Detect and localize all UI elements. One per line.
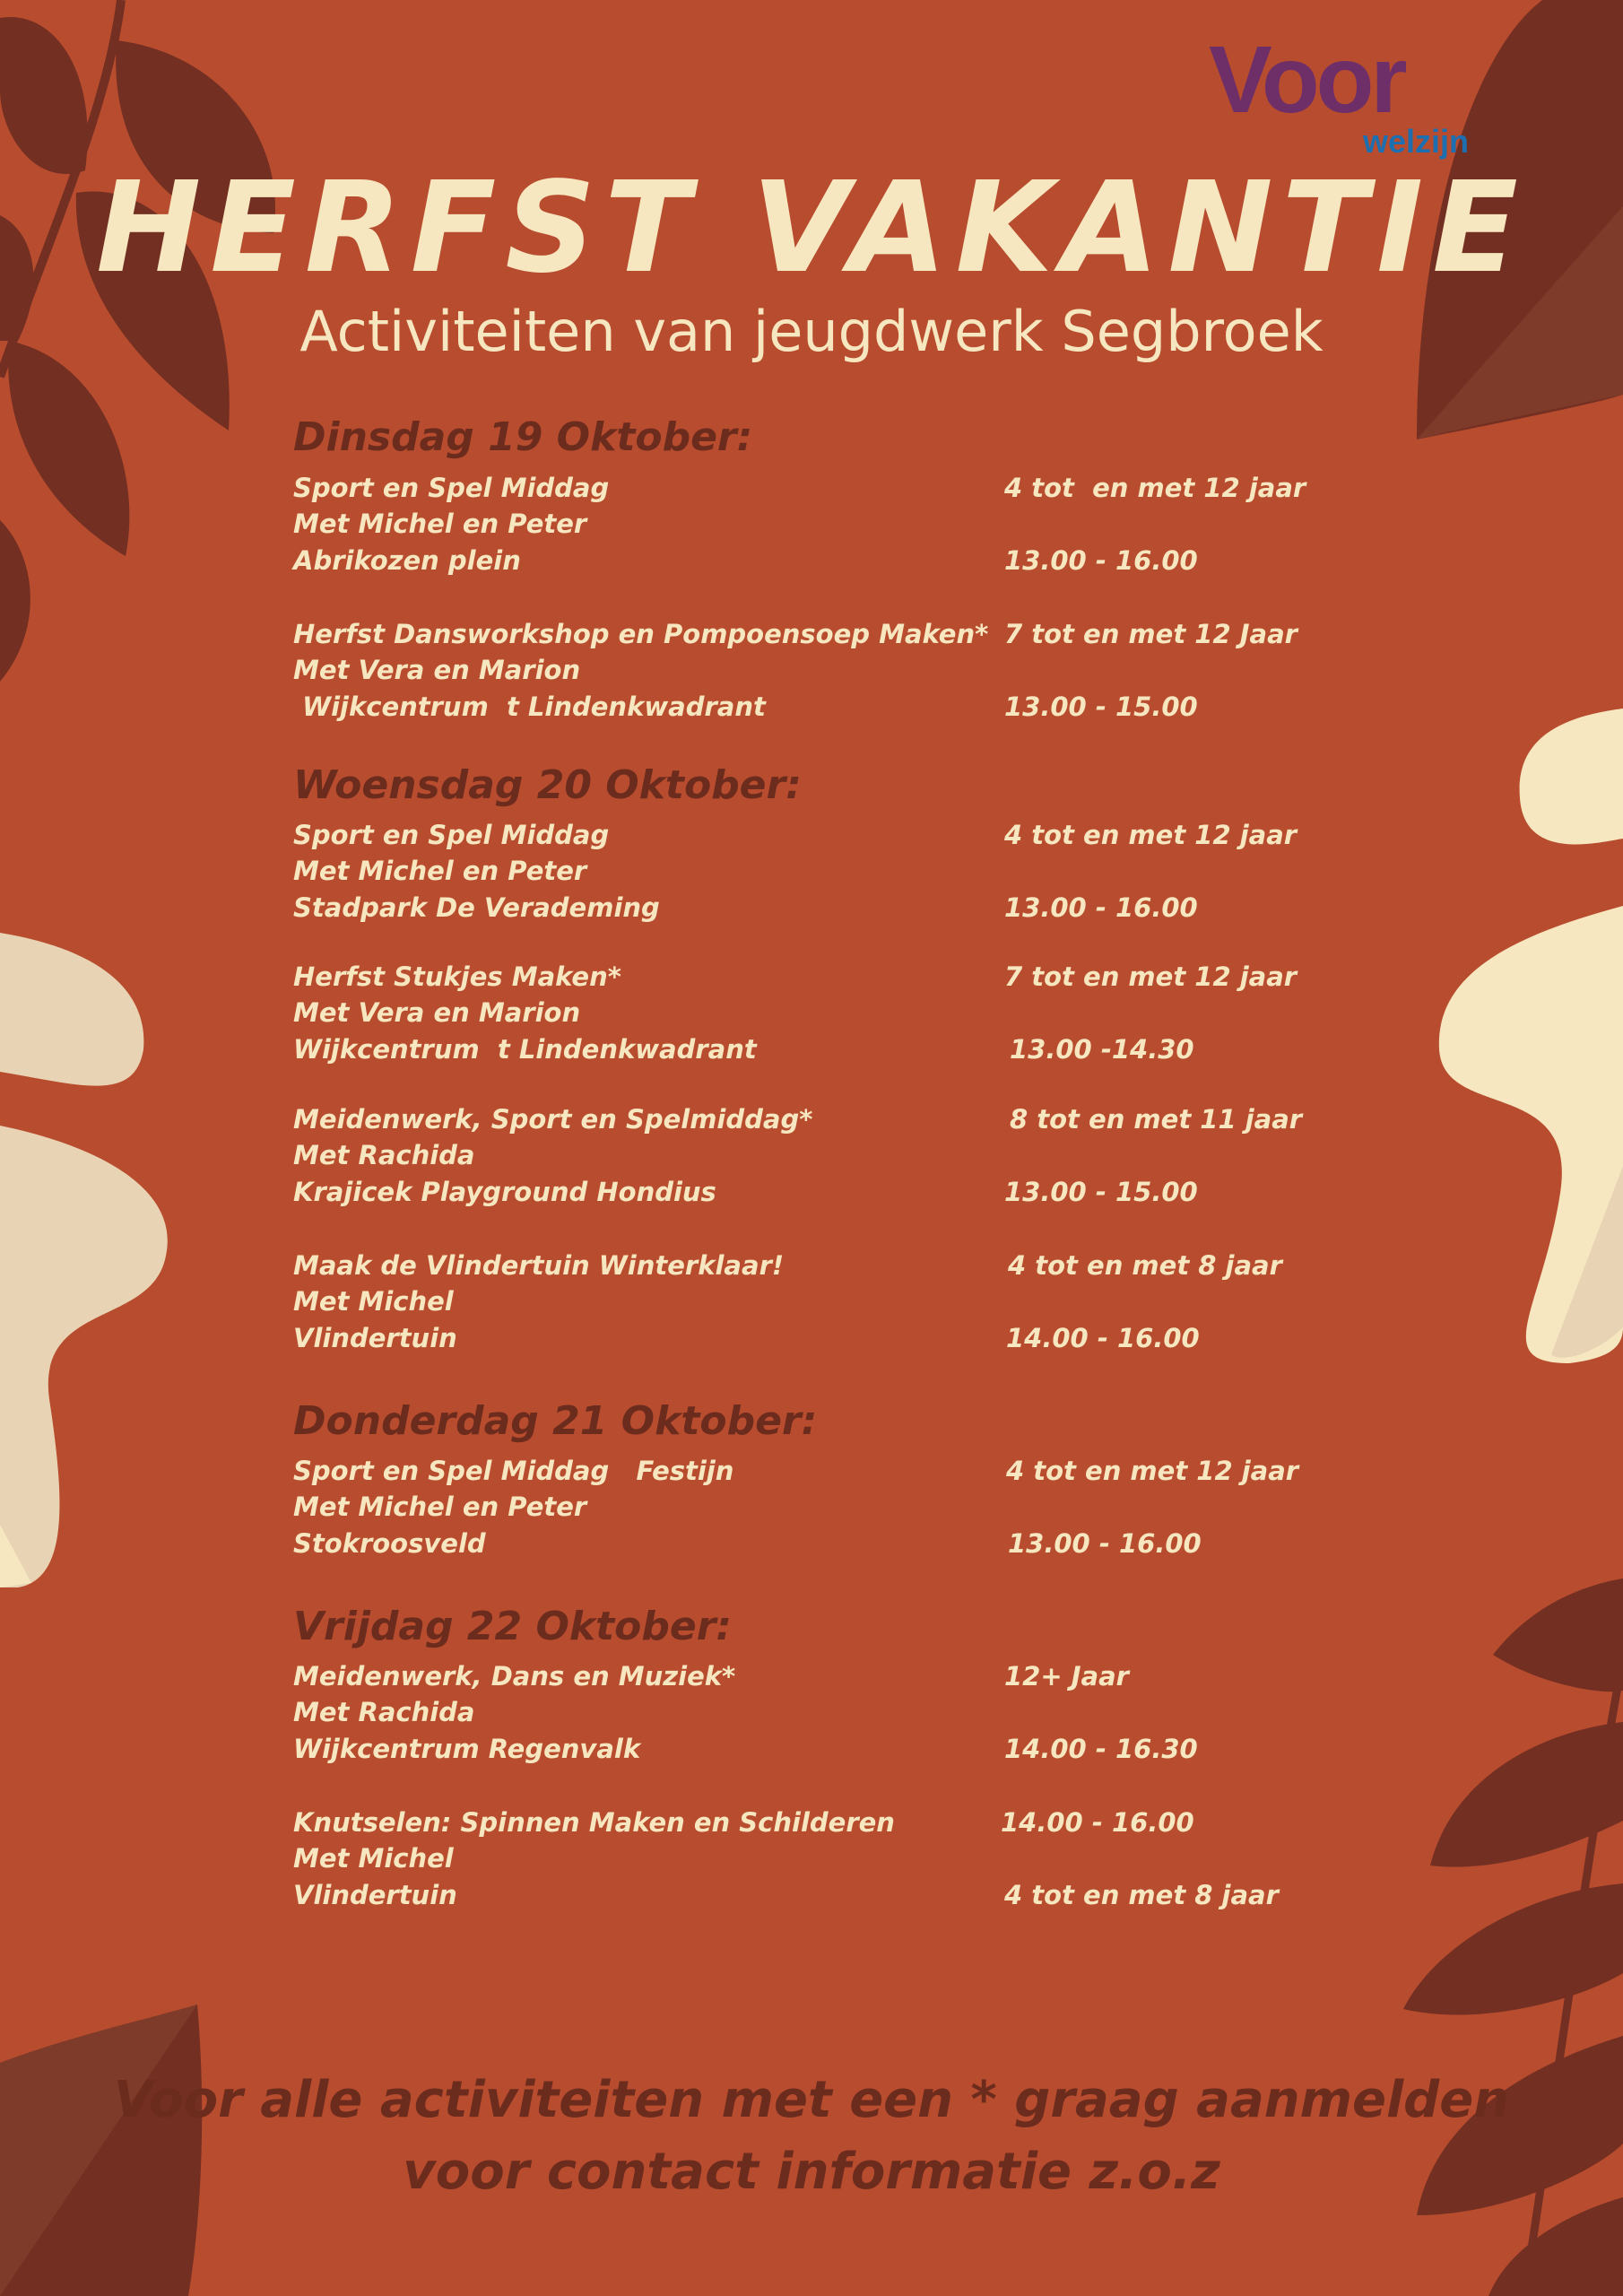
activity-leaders: Met Rachida	[293, 1140, 475, 1170]
activity-name: Sport en Spel Middag Festijn	[293, 1456, 734, 1486]
activity-age: 8 tot en met 11 jaar	[1010, 1104, 1303, 1135]
leaf-icon	[0, 1126, 168, 1587]
day-heading: Vrijdag 22 Oktober:	[293, 1604, 733, 1649]
leaf-icon	[0, 17, 88, 174]
activity-time: 13.00 -14.30	[1010, 1034, 1194, 1065]
activity-time: 14.00 - 16.30	[1004, 1734, 1198, 1764]
leaf-icon	[0, 933, 143, 1086]
leaf-icon	[8, 341, 129, 556]
activity-leaders: Met Michel en Peter	[293, 1492, 587, 1522]
leaf-icon	[1488, 2197, 1623, 2296]
leaf-icon	[1520, 709, 1623, 844]
activity-location: Wijkcentrum t Lindenkwadrant	[293, 691, 766, 722]
activity-leaders: Met Michel en Peter	[293, 856, 587, 886]
activity-name: Herfst Stukjes Maken*	[293, 961, 621, 992]
page-subtitle: Activiteiten van jeugdwerk Segbroek	[299, 299, 1324, 364]
activity-location: Wijkcentrum t Lindenkwadrant	[293, 1034, 757, 1065]
activity-time: 13.00 - 16.00	[1008, 1528, 1202, 1559]
activity-name: Meidenwerk, Dans en Muziek*	[293, 1661, 736, 1692]
activity-time: 13.00 - 15.00	[1004, 691, 1198, 722]
activity-location: Wijkcentrum Regenvalk	[293, 1734, 641, 1764]
activity-name: Herfst Dansworkshop en Pompoensoep Maken*	[293, 619, 989, 649]
activity-name: Sport en Spel Middag	[293, 820, 610, 850]
activity-age: 4 tot en met 8 jaar	[1008, 1250, 1282, 1281]
activity-age: 7 tot en met 12 jaar	[1004, 961, 1298, 992]
activity-leaders: Met Rachida	[293, 1697, 475, 1727]
footer-note-line1: Voor alle activiteiten met een * graag aanmelden	[113, 2071, 1510, 2129]
activity-location: Krajicek Playground Hondius	[293, 1177, 716, 1207]
activity-age: 4 tot en met 12 jaar	[1006, 1456, 1299, 1486]
activity-age: 7 tot en met 12 Jaar	[1004, 619, 1298, 649]
page-title: HERFST VAKANTIE	[96, 155, 1527, 301]
leaf-icon	[1493, 1578, 1623, 1692]
leaf-icon	[1403, 1883, 1623, 2014]
activity-age: 4 tot en met 8 jaar	[1004, 1880, 1279, 1910]
activity-location: Vlindertuin	[293, 1323, 457, 1353]
footer-note-line2: voor contact informatie z.o.z	[403, 2143, 1220, 2201]
activity-location: Vlindertuin	[293, 1880, 457, 1910]
day-heading: Woensdag 20 Oktober:	[293, 762, 802, 808]
activity-leaders: Met Vera en Marion	[293, 655, 581, 685]
activity-time: 13.00 - 15.00	[1004, 1177, 1198, 1207]
activity-name: Maak de Vlindertuin Winterklaar!	[293, 1250, 785, 1281]
activity-time: 14.00 - 16.00	[1006, 1323, 1200, 1353]
activity-time: 13.00 - 16.00	[1004, 892, 1198, 923]
logo-sub-text: welzijn	[1362, 123, 1469, 160]
activity-name: Sport en Spel Middag	[293, 473, 610, 503]
activity-leaders: Met Vera en Marion	[293, 997, 581, 1028]
activity-leaders: Met Michel	[293, 1286, 454, 1317]
day-heading: Donderdag 21 Oktober:	[293, 1398, 818, 1444]
logo-main-text: Voor	[1209, 27, 1404, 133]
activity-time: 14.00 - 16.00	[1001, 1807, 1194, 1838]
activity-age: 4 tot en met 12 jaar	[1004, 473, 1306, 503]
activity-leaders: Met Michel	[293, 1843, 454, 1874]
leaf-icon	[0, 520, 30, 682]
day-heading: Dinsdag 19 Oktober:	[293, 414, 753, 460]
activity-location: Stadpark De Verademing	[293, 892, 660, 923]
activity-time: 13.00 - 16.00	[1004, 545, 1198, 576]
voor-welzijn-logo	[1209, 27, 1469, 161]
activity-leaders: Met Michel en Peter	[293, 509, 587, 539]
activity-age: 12+ Jaar	[1004, 1661, 1129, 1692]
activity-name: Meidenwerk, Sport en Spelmiddag*	[293, 1104, 813, 1135]
activity-age: 4 tot en met 12 jaar	[1004, 820, 1298, 850]
activity-location: Stokroosveld	[293, 1528, 486, 1559]
activity-location: Abrikozen plein	[293, 545, 521, 576]
activity-name: Knutselen: Spinnen Maken en Schilderen	[293, 1807, 895, 1838]
